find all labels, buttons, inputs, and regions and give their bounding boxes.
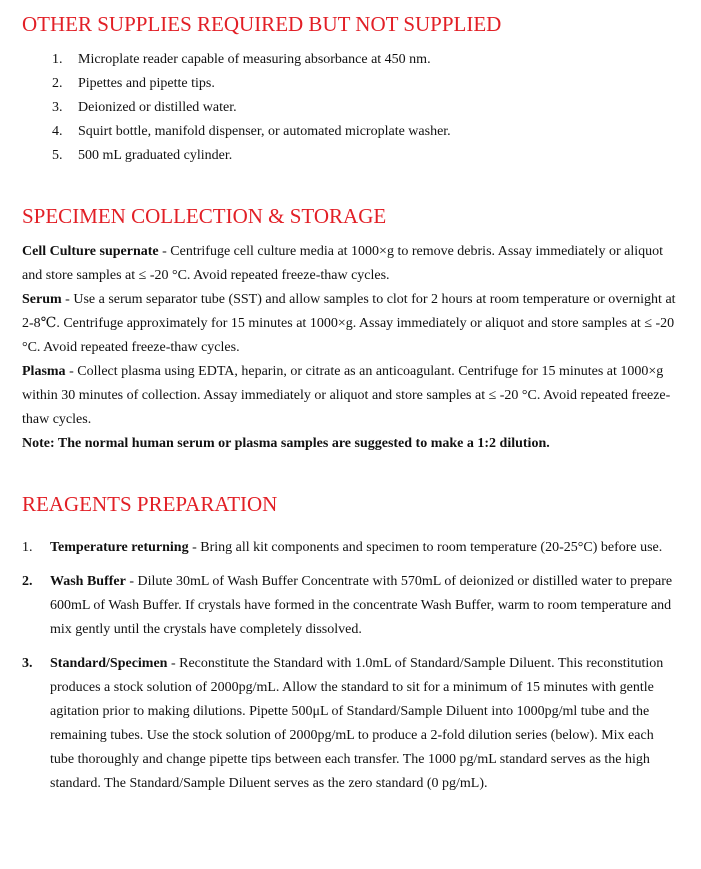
list-item — [22, 144, 683, 168]
reagent-label: Wash Buffer — [50, 574, 126, 589]
item-text: Microplate reader capable of measuring absorbance at 450 nm. — [78, 52, 431, 67]
reagent-label: Temperature returning — [50, 540, 189, 555]
reagent-text: - Reconstitute the Standard with 1.0mL of Standard/Sample Diluent. This reconstitution produces a stock solution of 2000pg/mL. Allow the standard to sit for a minimum of 15 minutes with gentle agitation prior to making dilutions. Pipette 500μL of Standard/Sample Diluent into 1000pg/ml tube and the remaining tubes. Use the stock solution of 2000pg/mL to produce a 2-fold dilution series (below). Mix each tube thoroughly and change pipette tips between each transfer. The 1000 pg/mL standard serves as the high standard. The Standard/Sample Diluent serves as the zero standard (0 pg/mL). — [50, 656, 664, 791]
item-number: 1. — [22, 540, 33, 555]
item-text: Squirt bottle, manifold dispenser, or automated microplate washer. — [78, 124, 451, 139]
specimen-paragraph-plasma — [22, 360, 683, 432]
item-text: Deionized or distilled water. — [78, 100, 237, 115]
reagents-list — [22, 536, 681, 796]
specimen-note: Note: The normal human serum or plasma samples are suggested to make a 1:2 dilution. — [22, 436, 550, 451]
item-number: 3. — [52, 100, 63, 115]
specimen-label: Serum — [22, 292, 62, 307]
list-item — [22, 536, 681, 560]
specimen-body — [22, 240, 683, 456]
supplies-heading: OTHER SUPPLIES REQUIRED BUT NOT SUPPLIED — [22, 12, 502, 36]
specimen-text: - Collect plasma using EDTA, heparin, or citrate as an anticoagulant. Centrifuge for 15 minutes at 1000×g within 30 minutes of collection. Assay immediately or aliquot and store samples at ≤ -20 °C. Avoid repeated freeze-thaw cycles. — [22, 364, 671, 427]
item-text: Pipettes and pipette tips. — [78, 76, 215, 91]
specimen-text: - Centrifuge cell culture media at 1000×g to remove debris. Assay immediately or aliquot and store samples at ≤ -20 °C. Avoid repeated freeze-thaw cycles. — [22, 244, 663, 283]
item-number: 2. — [52, 76, 63, 91]
list-item — [22, 120, 683, 144]
list-item — [22, 570, 681, 642]
reagent-text: - Bring all kit components and specimen to room temperature (20-25°C) before use. — [188, 540, 663, 555]
specimen-heading: SPECIMEN COLLECTION & STORAGE — [22, 204, 387, 228]
reagents-heading: REAGENTS PREPARATION — [22, 492, 278, 516]
reagent-label: Standard/Specimen — [50, 656, 168, 671]
list-item — [22, 96, 683, 120]
item-number: 1. — [52, 52, 63, 67]
list-item — [22, 652, 681, 796]
reagent-text: - Dilute 30mL of Wash Buffer Concentrate with 570mL of deionized or distilled water to prepare 600mL of Wash Buffer. If crystals have formed in the concentrate Wash Buffer, warm to room temperature and mix gently until the crystals have completely dissolved. — [50, 574, 673, 637]
specimen-text: - Use a serum separator tube (SST) and allow samples to clot for 2 hours at room temperature or overnight at 2-8℃. Centrifuge approximately for 15 minutes at 1000×g. Assay immediately or aliquot and store samples at ≤ -20 °C. Avoid repeated freeze-thaw cycles. — [22, 292, 676, 355]
specimen-label: Cell Culture supernate — [22, 244, 159, 259]
list-item — [22, 48, 683, 72]
specimen-label: Plasma — [22, 364, 66, 379]
list-item — [22, 72, 683, 96]
item-number: 5. — [52, 148, 63, 163]
specimen-paragraph-serum — [22, 288, 683, 360]
item-text: 500 mL graduated cylinder. — [78, 148, 233, 163]
item-number: 2. — [22, 574, 33, 589]
specimen-paragraph-cell-culture — [22, 240, 683, 288]
supplies-list — [22, 48, 683, 168]
item-number: 4. — [52, 124, 63, 139]
item-number: 3. — [22, 656, 33, 671]
